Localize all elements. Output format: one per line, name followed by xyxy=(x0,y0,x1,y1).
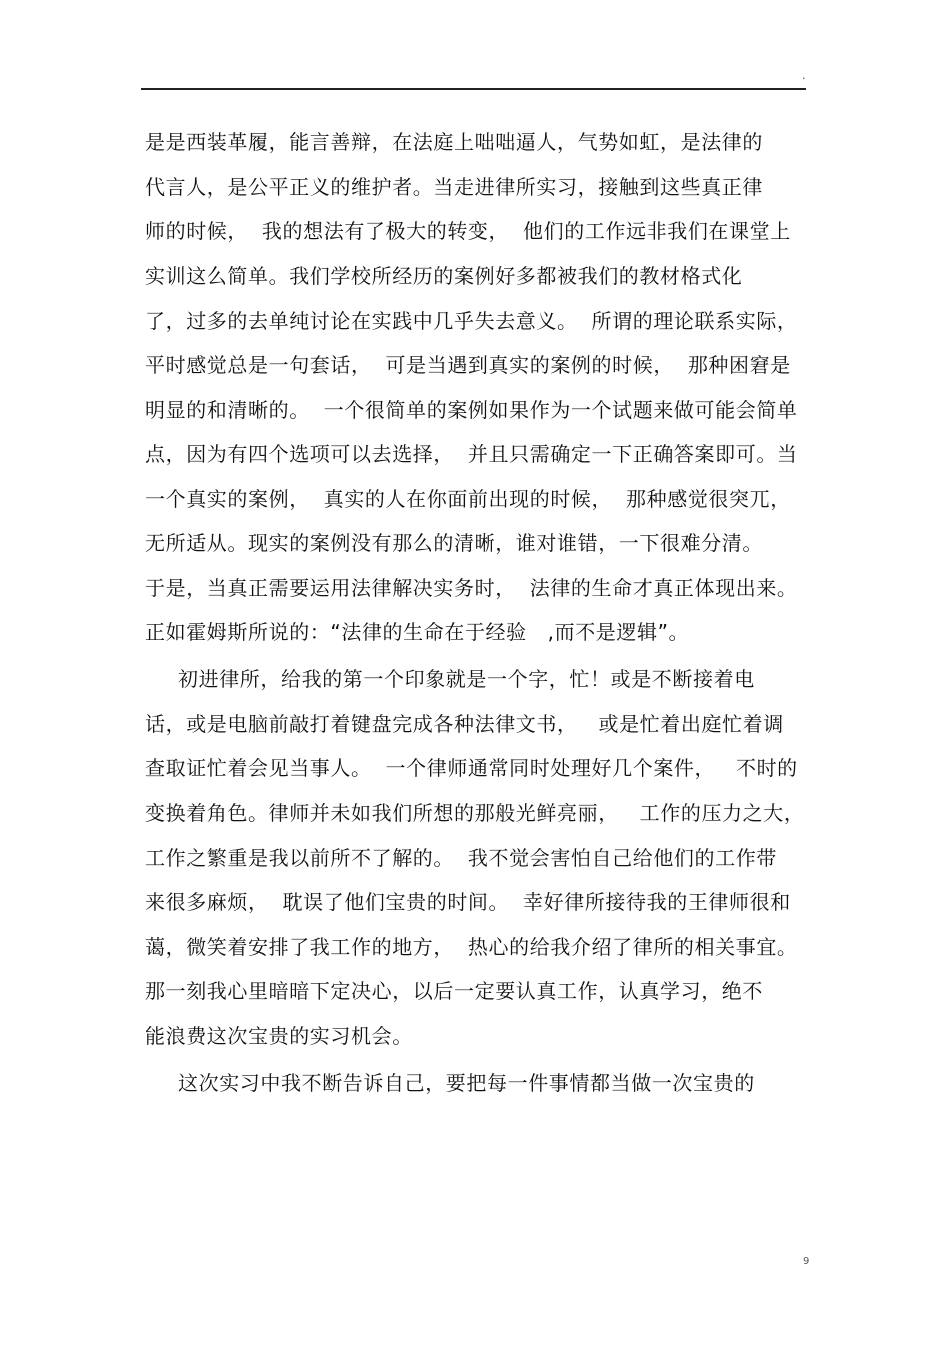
header-mark: . xyxy=(802,69,806,82)
text-line: 蔼，微笑着安排了我工作的地方， 热心的给我介绍了律所的相关事宜。 xyxy=(145,935,798,959)
text-line: 点，因为有四个选项可以去选择， 并且只需确定一下正确答案即可。当 xyxy=(145,442,798,466)
text-line: 于是，当真正需要运用法律解决实务时， 法律的生命才真正体现出来。 xyxy=(145,576,798,600)
text-line: 实训这么简单。我们学校所经历的案例好多都被我们的教材格式化 xyxy=(145,264,743,288)
text-line: 查取证忙着会见当事人。 一个律师通常同时处理好几个案件， 不时的 xyxy=(145,756,798,780)
text-line: 平时感觉总是一句套话， 可是当遇到真实的案例的时候， 那种困窘是 xyxy=(145,353,791,377)
text-line: 工作之繁重是我以前所不了解的。 我不觉会害怕自己给他们的工作带 xyxy=(145,846,777,870)
text-line: 那一刻我心里暗暗下定决心，以后一定要认真工作，认真学习，绝不 xyxy=(145,979,763,1003)
text-line: 正如霍姆斯所说的：“法律的生命在于经验 ,而不是逻辑”。 xyxy=(145,620,690,644)
paragraph-start-line: 这次实习中我不断告诉自己，要把每一件事情都当做一次宝贵的 xyxy=(178,1071,755,1095)
text-line: 代言人，是公平正义的维护者。当走进律所实习，接触到这些真正律 xyxy=(145,175,763,199)
text-line: 明显的和清晰的。 一个很简单的案例如果作为一个试题来做可能会简单 xyxy=(145,398,798,422)
text-line: 来很多麻烦， 耽误了他们宝贵的时间。 幸好律所接待我的王律师很和 xyxy=(145,890,791,914)
paragraph-start-line: 初进律所，给我的第一个印象就是一个字，忙！或是不断接着电 xyxy=(178,667,755,691)
text-line: 变换着角色。律师并未如我们所想的那般光鲜亮丽， 工作的压力之大， xyxy=(145,801,805,825)
text-line: 是是西装革履，能言善辩，在法庭上咄咄逼人，气势如虹，是法律的 xyxy=(145,130,763,154)
page-number: 9 xyxy=(803,1256,810,1267)
text-line: 能浪费这次宝贵的实习机会。 xyxy=(145,1024,413,1048)
text-line: 师的时候， 我的想法有了极大的转变， 他们的工作远非我们在课堂上 xyxy=(145,219,791,243)
text-line: 一个真实的案例， 真实的人在你面前出现的时候， 那种感觉很突兀， xyxy=(145,487,791,511)
text-line: 了，过多的去单纯讨论在实践中几乎失去意义。 所谓的理论联系实际， xyxy=(145,309,798,333)
text-line: 无所适从。现实的案例没有那么的清晰，谁对谁错，一下很难分清。 xyxy=(145,531,763,555)
text-line: 话，或是电脑前敲打着键盘完成各种法律文书， 或是忙着出庭忙着调 xyxy=(145,712,784,736)
